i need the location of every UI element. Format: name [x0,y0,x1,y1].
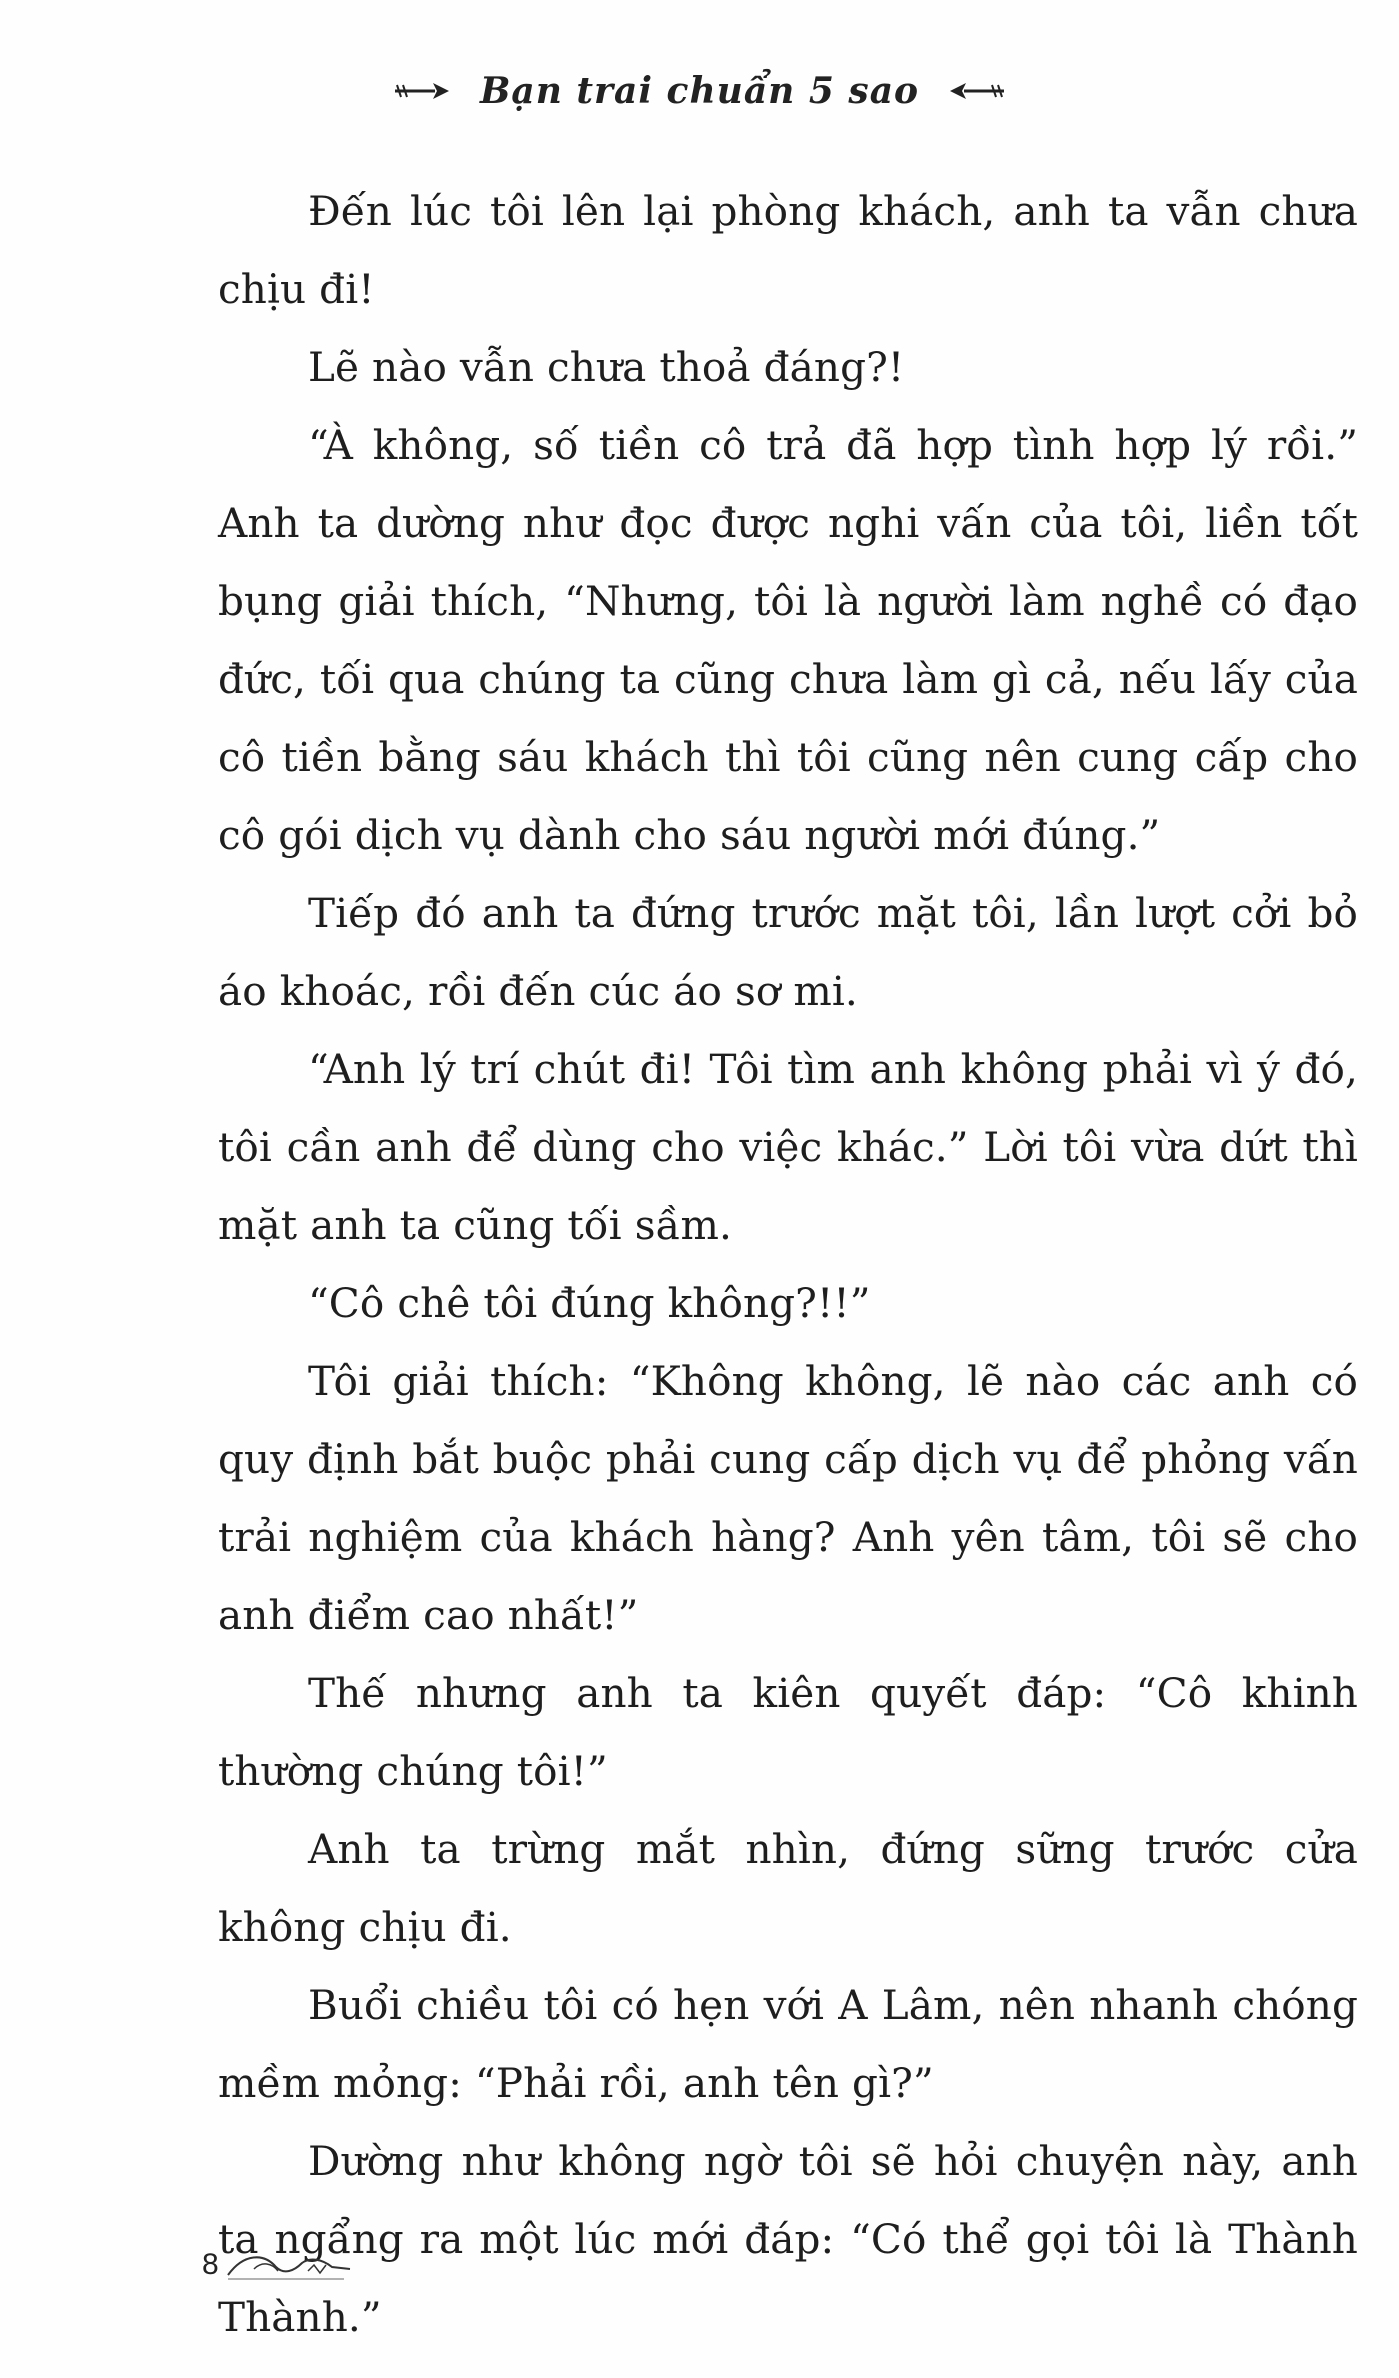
paragraph: Đến lúc tôi lên lại phòng khách, anh ta vẫn chưa chịu đi! [218,187,1358,313]
paragraph: Buổi chiều tôi có hẹn với A Lâm, nên nhanh chóng mềm mỏng: “Phải rồi, anh tên gì?” [218,1981,1358,2107]
paragraph: Dường như không ngờ tôi sẽ hỏi chuyện này, anh ta ngẩng ra một lúc mới đáp: “Có thể gọi tôi là Thành Thành.” [218,2137,1358,2341]
paragraph: Thế nhưng anh ta kiên quyết đáp: “Cô khinh thường chúng tôi!” [218,1669,1358,1795]
paragraph: Tiếp đó anh ta đứng trước mặt tôi, lần lượt cởi bỏ áo khoác, rồi đến cúc áo sơ mi. [218,889,1358,1015]
page-number: 8 [202,2248,219,2281]
flourish-icon [224,2245,354,2285]
paragraph: Anh ta trừng mắt nhìn, đứng sững trước cửa không chịu đi. [218,1825,1358,1951]
book-title: Bạn trai chuẩn 5 sao [479,70,920,112]
body-text [218,172,1358,2356]
arrow-left-ornament-icon [948,79,1008,103]
paragraph: Lẽ nào vẫn chưa thoả đáng?! [308,343,905,391]
arrow-right-ornament-icon [391,79,451,103]
page-footer [202,2245,354,2295]
paragraph: “Cô chê tôi đúng không?!!” [308,1279,871,1327]
running-header [0,70,1399,130]
paragraph: “À không, số tiền cô trả đã hợp tình hợp lý rồi.” Anh ta dường như đọc được nghi vấn của tôi, liền tốt bụng giải thích, “Nhưng, tôi là người làm nghề có đạo đức, tối qua chúng ta cũng chưa làm gì cả, nếu lấy của cô tiền bằng sáu khách thì tôi cũng nên cung cấp cho cô gói dịch vụ dành cho sáu người mới đúng.” [218,421,1358,859]
paragraph: “Anh lý trí chút đi! Tôi tìm anh không phải vì ý đó, tôi cần anh để dùng cho việc khác.” Lời tôi vừa dứt thì mặt anh ta cũng tối sầm. [218,1045,1358,1249]
paragraph: Tôi giải thích: “Không không, lẽ nào các anh có quy định bắt buộc phải cung cấp dịch vụ để phỏng vấn trải nghiệm của khách hàng? Anh yên tâm, tôi sẽ cho anh điểm cao nhất!” [218,1357,1358,1639]
